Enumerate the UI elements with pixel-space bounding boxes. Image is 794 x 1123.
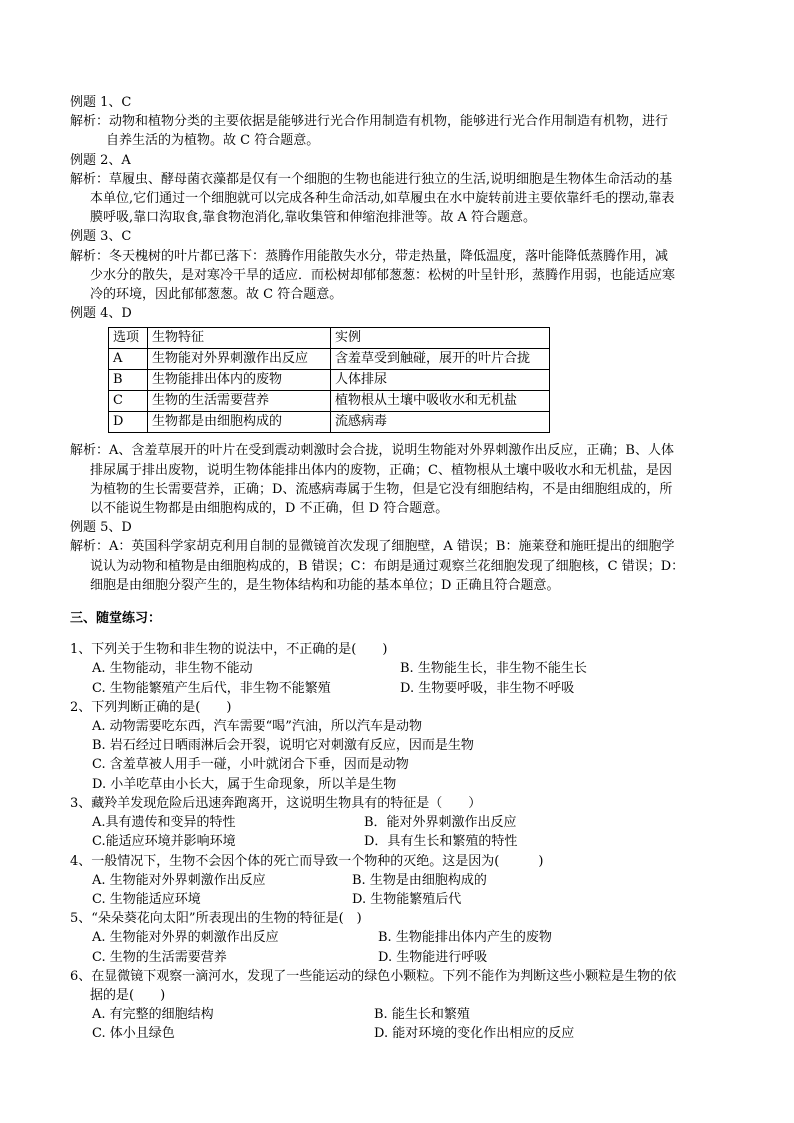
option-a: A. 动物需要吃东西，汽车需要“喝”汽油，所以汽车是动物 [92, 719, 422, 735]
option-d: D. 生物能繁殖后代 [352, 891, 462, 907]
question-5-stem: 5、“朵朵葵花向太阳”所表现出的生物的特征是( ) [70, 911, 362, 927]
option-d: D. 能对环境的变化作出相应的反应 [374, 1026, 575, 1042]
example-4-title: 例题 4、D [70, 306, 132, 322]
example-4-analysis-cont: 为植物的生长需要营养，正确；D、流感病毒属于生物，但是它没有细胞结构，不是由细胞组成的，所 [90, 481, 673, 497]
question-3-stem: 3、藏羚羊发现危险后迅速奔跑离开，这说明生物具有的特征是（ ） [70, 795, 482, 811]
example-3-analysis-cont: 冷的环境，因此郁郁葱葱。故 C 符合题意。 [90, 287, 343, 303]
question-1-stem: 1、下列关于生物和非生物的说法中，不正确的是( ) [70, 642, 388, 658]
example-2-analysis: 解析：草履虫、酵母菌衣藻都是仅有一个细胞的生物也能进行独立的生活,说明细胞是生物体生命活动的基 [70, 171, 673, 187]
option-b: B. 岩石经过日晒雨淋后会开裂，说明它对刺激有反应，因而是生物 [92, 738, 474, 754]
table-cell: 植物根从土壤中吸收水和无机盐 [331, 391, 550, 412]
table-cell: 生物的生活需要营养 [148, 391, 331, 412]
option-a: A. 生物能动，非生物不能动 [92, 661, 253, 677]
option-d: D. 小羊吃草由小长大，属于生命现象，所以羊是生物 [92, 776, 397, 792]
question-6-stem: 6、在显微镜下观察一滴河水，发现了一些能运动的绿色小颗粒。下列不能作为判断这些小颗粒是生物的依 [70, 968, 677, 984]
question-4-stem: 4、一般情况下，生物不会因个体的死亡而导致一个物种的灭绝。这是因为( ) [70, 853, 544, 869]
example-5-analysis: 解析：A：英国科学家胡克利用自制的显微镜首次发现了细胞壁，A 错误；B：施莱登和施旺提出的细胞学 [70, 539, 675, 555]
table-cell: D [109, 412, 148, 433]
question-3-options [70, 813, 730, 832]
option-a: A. 生物能对外界刺激作出反应 [92, 872, 266, 888]
example-2-analysis-cont: 膜呼吸,靠口沟取食,靠食物泡消化,靠收集管和伸缩泡排泄等。故 A 符合题意。 [90, 210, 537, 226]
table-cell: 流感病毒 [331, 412, 550, 433]
example-5-title: 例题 5、D [70, 520, 132, 536]
option-b: B．能对外界刺激作出反应 [364, 815, 517, 831]
option-d: D. 生物能进行呼吸 [378, 949, 488, 965]
option-c: C. 生物能适应环境 [92, 891, 201, 907]
example-2-title: 例题 2、A [70, 152, 131, 168]
table-cell: 含羞草受到触碰，展开的叶片合拢 [331, 349, 550, 370]
example-3-analysis: 解析：冬天槐树的叶片都已落下：蒸腾作用能散失水分，带走热量，降低温度，落叶能降低蒸腾作用，减 [70, 248, 669, 264]
table-cell: 人体排尿 [331, 370, 550, 391]
table-header: 选项 [109, 328, 148, 349]
table-cell: 生物能对外界刺激作出反应 [148, 349, 331, 370]
question-6-options [70, 1005, 730, 1024]
table-cell: C [109, 391, 148, 412]
table-cell: 生物都是由细胞构成的 [148, 412, 331, 433]
question-6-options [70, 1024, 730, 1043]
example-1-analysis-cont: 自养生活的为植物。故 C 符合题意。 [106, 133, 320, 149]
table-row [109, 349, 550, 370]
table-header: 实例 [331, 328, 550, 349]
question-2-stem: 2、下列判断正确的是( ) [70, 699, 232, 715]
example-1-title: 例题 1、C [70, 95, 132, 110]
option-c: C. 生物的生活需要营养 [92, 949, 227, 965]
table-row [109, 391, 550, 412]
example-4-analysis-cont: 以不能说生物都是由细胞构成的，D 不正确，但 D 符合题意。 [90, 501, 449, 517]
question-6-stem-cont: 据的是( ) [90, 987, 166, 1003]
option-a: A. 生物能对外界的刺激作出反应 [92, 930, 279, 946]
option-b: B. 生物是由细胞构成的 [352, 872, 487, 888]
option-a: A. 有完整的细胞结构 [92, 1007, 214, 1023]
question-4-options [70, 890, 730, 909]
option-c: C. 生物能繁殖产生后代，非生物不能繁殖 [92, 680, 331, 696]
section-heading: 三、随堂练习： [70, 611, 162, 627]
option-b: B. 生物能生长，非生物不能生长 [400, 661, 587, 677]
example-3-title: 例题 3、C [70, 229, 132, 245]
table-cell: B [109, 370, 148, 391]
example-2-analysis-cont: 本单位,它们通过一个细胞就可以完成各种生命活动,如草履虫在水中旋转前进主要依靠纤毛的摆动,靠表 [90, 191, 675, 207]
question-4-options [70, 871, 730, 890]
example-5-analysis-cont: 细胞是由细胞分裂产生的，是生物体结构和功能的基本单位；D 正确且符合题意。 [90, 577, 560, 593]
table-row [109, 412, 550, 433]
option-b: B. 生物能排出体内产生的废物 [378, 930, 552, 946]
question-1-options [70, 659, 730, 678]
table-header-row [109, 328, 550, 349]
question-5-options [70, 928, 730, 947]
table-header: 生物特征 [148, 328, 331, 349]
example-1-analysis: 解析：动物和植物分类的主要依据是能够进行光合作用制造有机物，能够进行光合作用制造有机物，进行 [70, 114, 669, 130]
option-c: C. 含羞草被人用手一碰，小叶就闭合下垂，因而是动物 [92, 757, 409, 773]
example-4-analysis-cont: 排尿属于排出废物，说明生物体能排出体内的废物，正确；C、植物根从土壤中吸收水和无机盐，是因 [90, 462, 672, 478]
question-5-options [70, 948, 730, 967]
question-3-options [70, 832, 730, 851]
table-cell: 生物能排出体内的废物 [148, 370, 331, 391]
question-1-options [70, 679, 730, 698]
table-cell: A [109, 349, 148, 370]
example-4-analysis: 解析：A、含羞草展开的叶片在受到震动刺激时会合拢，说明生物能对外界刺激作出反应，正确；B、人体 [70, 443, 674, 459]
option-d: D. 生物要呼吸，非生物不呼吸 [400, 680, 575, 696]
option-d: D．具有生长和繁殖的特性 [364, 834, 518, 850]
example-3-analysis-cont: 少水分的散失，是对寒冷干旱的适应．而松树却郁郁葱葱：松树的叶呈针形，蒸腾作用弱，也能适应寒 [90, 267, 676, 283]
option-b: B. 能生长和繁殖 [374, 1007, 470, 1023]
example-4-table [108, 327, 550, 433]
option-c: C. 体小且绿色 [92, 1026, 175, 1042]
table-row [109, 370, 550, 391]
option-c: C.能适应环境并影响环境 [92, 834, 236, 850]
document-page [70, 93, 730, 1044]
option-a: A.具有遗传和变异的特性 [92, 815, 236, 831]
example-5-analysis-cont: 说认为动物和植物是由细胞构成的，B 错误；C：布朗是通过观察兰花细胞发现了细胞核，C 错误；D： [90, 558, 685, 574]
